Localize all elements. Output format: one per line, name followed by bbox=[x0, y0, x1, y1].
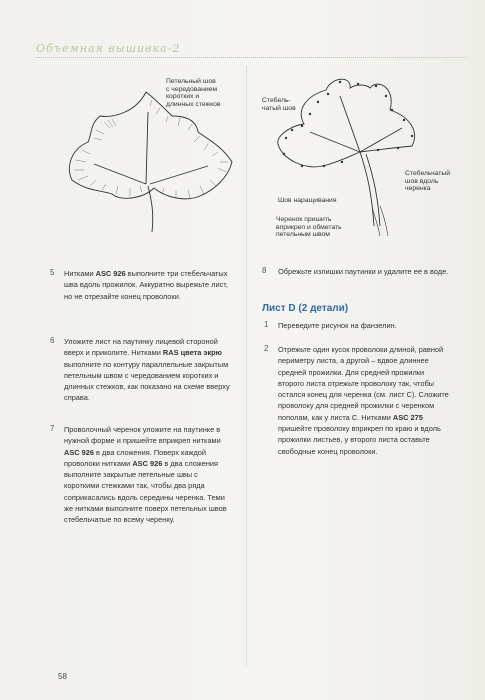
step-text bbox=[64, 336, 234, 404]
fig2-label-petiole: Черенок пришить вприкреп и обметать петельным швом bbox=[276, 216, 342, 238]
step-text-part: Уложите лист на паутинку лицевой стороной вверх и приколите. Нитками bbox=[64, 337, 218, 358]
thread-code: ASC 926 bbox=[64, 447, 94, 457]
step-text-part: Переведите рисунок на фанзелин. bbox=[278, 321, 397, 330]
step-number: 6 bbox=[50, 336, 55, 345]
step-text-part: Отрежьте один кусок проволоки длиной, равной периметру листа, а другой – вдвое длиннее средней прожилки. Для средней прожилки второго листа отрежьте проволоку так, чтобы остался конец для черенка (см. лист С). Сложите проволоку для средней прожилки с черенком пополам, как у листа С. Нитками bbox=[278, 345, 449, 422]
step-text bbox=[278, 266, 450, 277]
page-number: 58 bbox=[58, 672, 67, 681]
fig2-label-stem: Стебель- чатый шов bbox=[262, 97, 296, 112]
step-text-part: Проволочный черенок уложите на паутинке в нужной форме и пришейте вприкреп нитками bbox=[64, 425, 221, 446]
step-text-part: в два сложения. Поверх каждой проволоки нитками bbox=[64, 447, 206, 468]
step-text-part: Обрежьте излишки паутинки и удалите ее в воде. bbox=[278, 267, 449, 276]
thread-code: ASC 926 bbox=[132, 458, 163, 468]
step-text bbox=[278, 344, 450, 457]
step-number: 7 bbox=[50, 424, 55, 433]
thread-code: ASC 275 bbox=[392, 412, 423, 422]
header-rule bbox=[36, 57, 466, 58]
section-heading: Лист D (2 детали) bbox=[262, 303, 349, 314]
step-text-part: в два сложения выполните закрытые петельные швы с короткими стежками так, чтобы два ряда соприкасались вдоль середины черенка. Теми же нитками выполните поверх петельных швов стебельчатые по всему черенку. bbox=[64, 458, 227, 525]
step-number: 5 bbox=[50, 268, 55, 277]
fig1-label: Петельный шов с чередованием коротких и длинных стежков bbox=[166, 78, 221, 108]
column-separator bbox=[246, 66, 247, 666]
step-number: 8 bbox=[262, 266, 267, 275]
step-text-part: Нитками bbox=[64, 269, 96, 278]
fig2-label-joint: Шов наращивания bbox=[278, 197, 337, 204]
step-text bbox=[278, 320, 450, 331]
step-text-part: пришейте проволоку вприкреп по краю и вдоль прожилки листьев, у второго листа оставьте свободные конец проволоки. bbox=[278, 424, 441, 456]
fig2-label-stem2: Стебельчатый шов вдоль черенка bbox=[405, 170, 451, 192]
step-text-part: выполните три стебельчатых шва вдоль прожилок. Аккуратно вырежьте лист, но не отрезайте конец проволоки. bbox=[64, 269, 228, 301]
step-number: 2 bbox=[264, 344, 269, 353]
thread-code: RAS цвета экрю bbox=[162, 348, 222, 358]
step-number: 1 bbox=[264, 320, 269, 329]
step-text-part: выполните по контуру параллельные закрытым петельным швом с чередованием коротких и длинных стежков, как показано на схеме вверху справа. bbox=[64, 359, 230, 403]
running-header: Объемная вышивка-2 bbox=[36, 42, 181, 55]
step-text bbox=[64, 424, 234, 526]
step-text bbox=[64, 268, 234, 302]
thread-code: ASC 926 bbox=[95, 269, 126, 278]
